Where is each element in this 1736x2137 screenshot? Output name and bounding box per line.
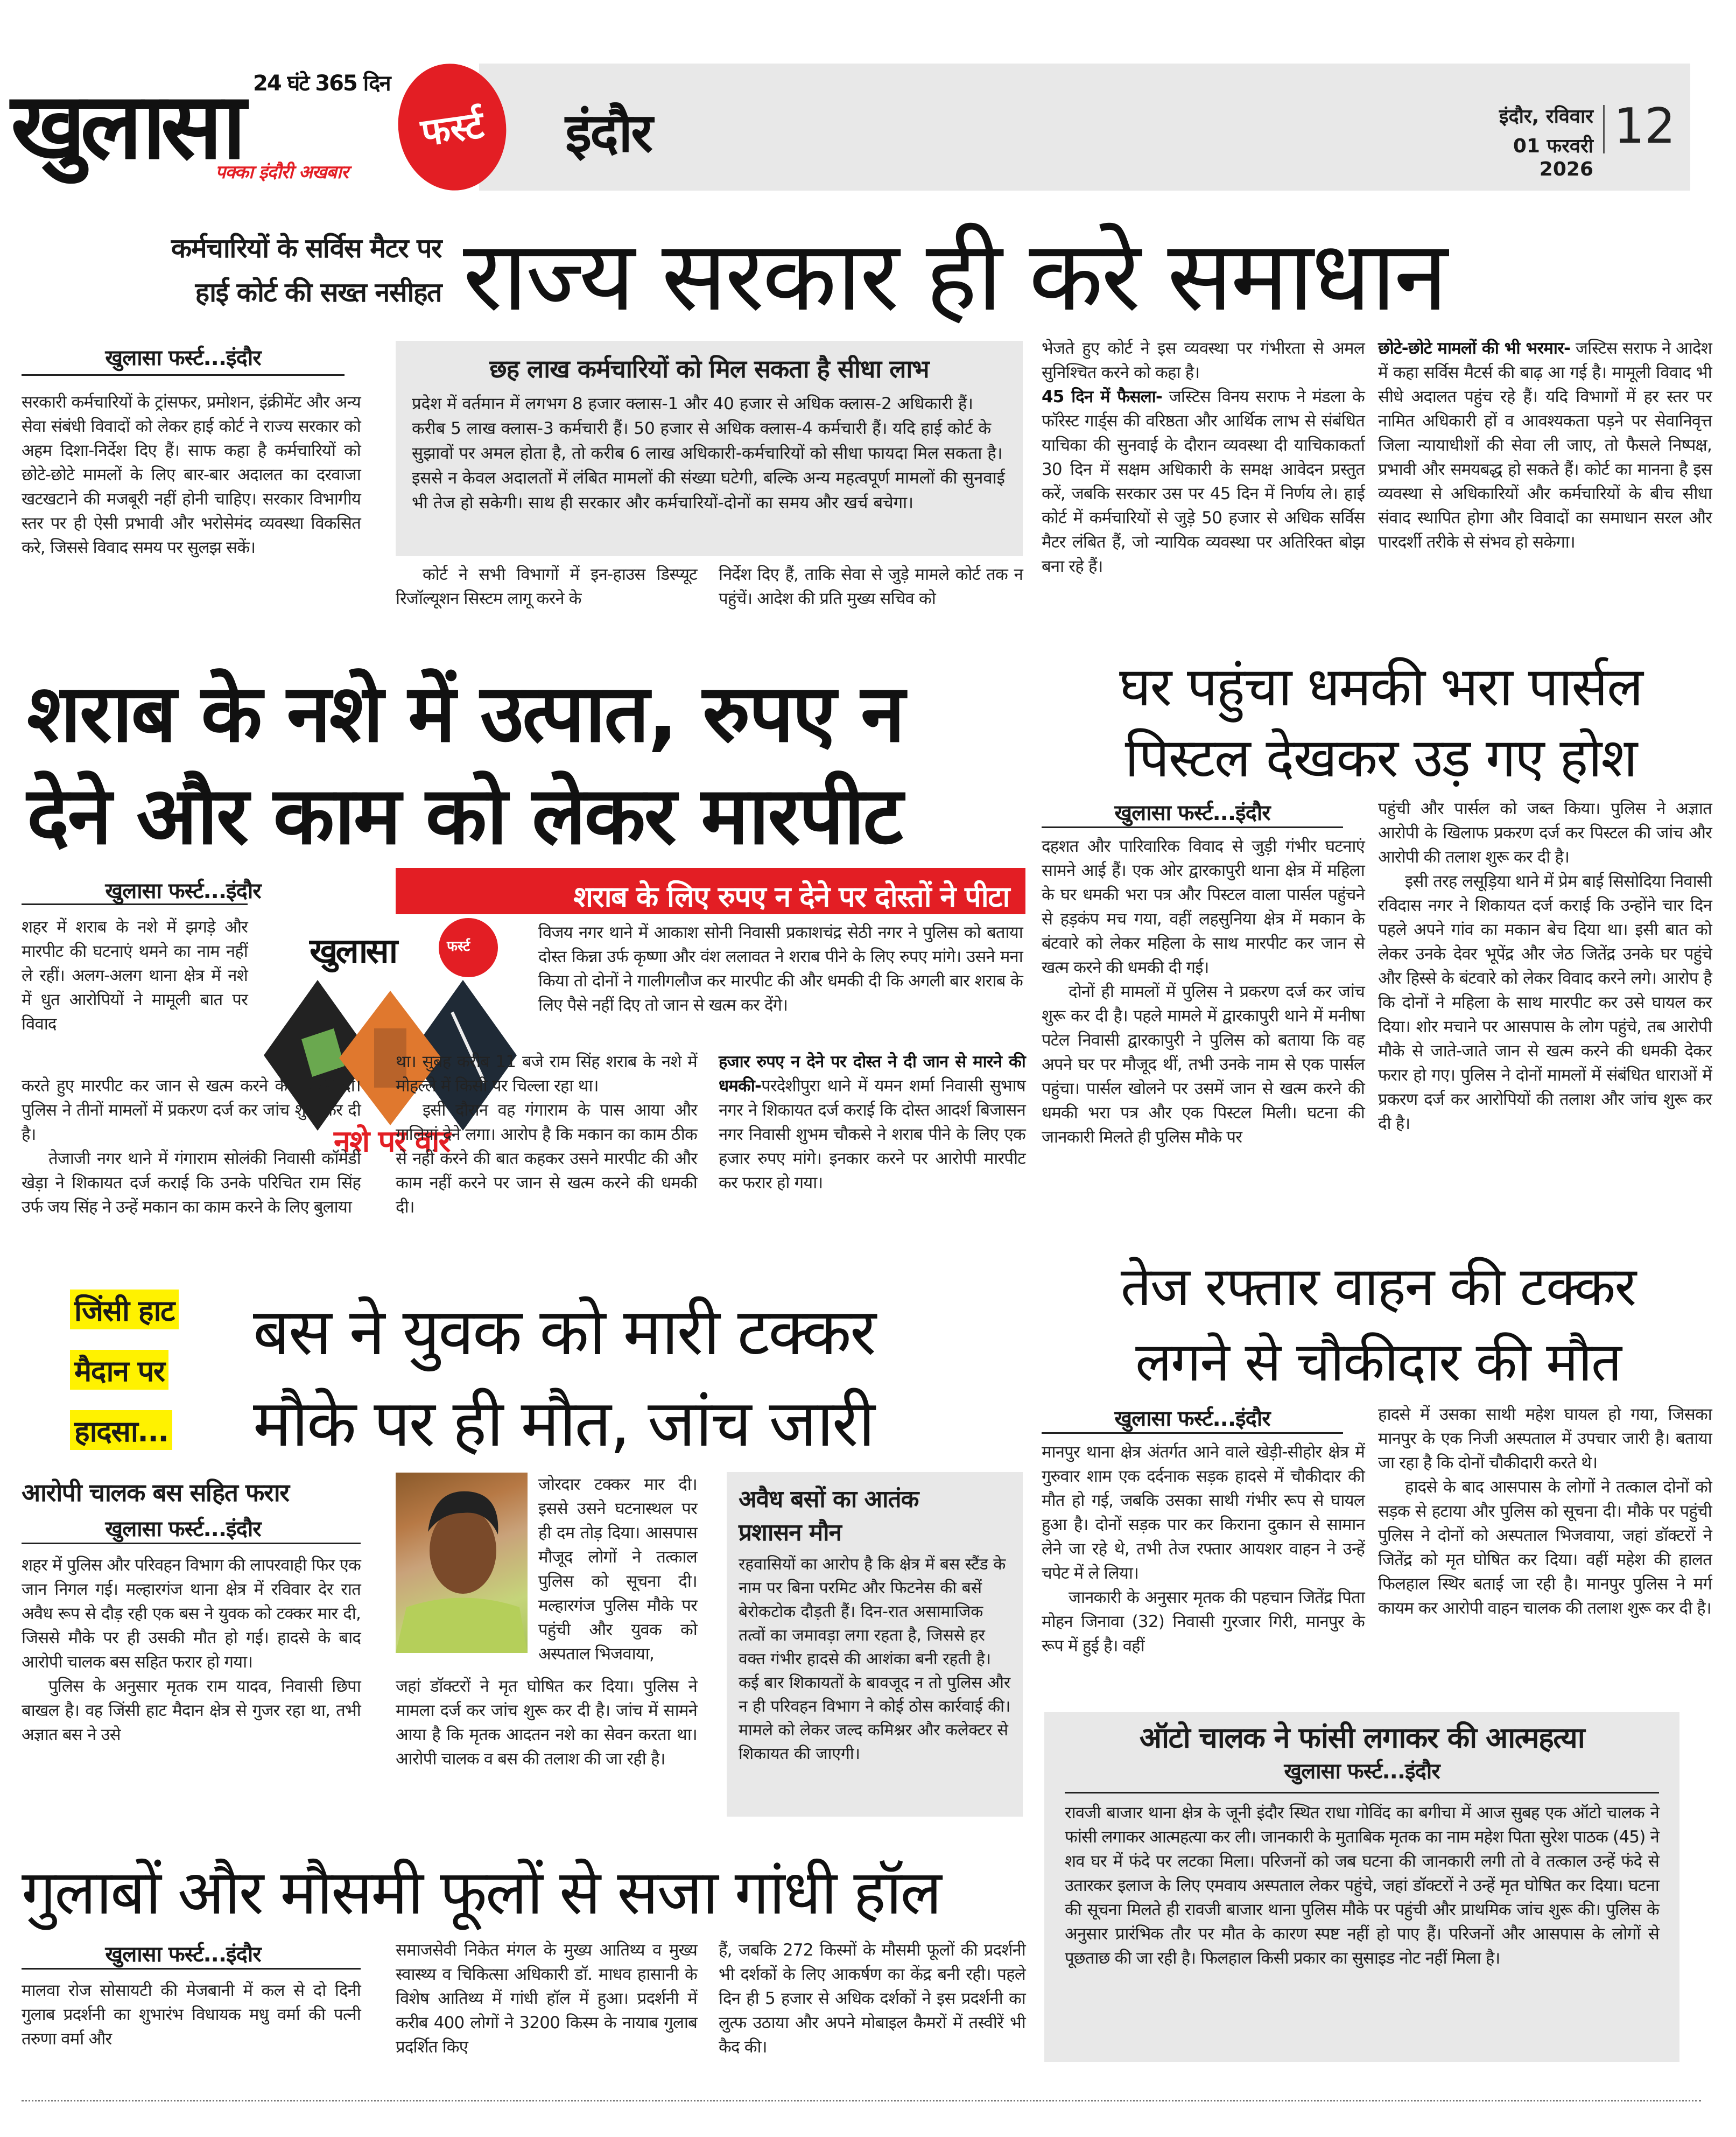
story2-dateline: खुलासा फर्स्ट...इंदौर <box>105 879 261 903</box>
story1-col4-subhead: 45 दिन में फैसला- <box>1042 387 1162 407</box>
story3-col1-dwarkapuri-case: दोनों ही मामलों में पुलिस ने प्रकरण दर्ज कर जांच शुरू कर दी है। पहले मामले में द्वारकापुरी थाने में मनीषा पटेल निवासी द्वारकापुरी ने पुलिस को बताया कि वह अपने घर पर मौजूद थीं, तभी उनके नाम से एक पार्सल पहुंचा। पार्सल खोलने पर उसमें जान से खत्म करने की धमकी भरा पत्र और एक पिस्टल मिली। घटना की जानकारी मिलते ही पुलिस मौके पर <box>1042 982 1365 1147</box>
story2-column-1-top: शहर में शराब के नशे में झगड़े और मारपीट की घटनाएं थमने का नाम नहीं ले रहीं। अलग-अलग थाना क्षेत्र में नशे में धुत आरोपियों ने मामूली बात पर विवाद <box>22 917 248 1034</box>
story7-column-1: मालवा रोज सोसायटी की मेजबानी में कल से दो दिनी गुलाब प्रदर्शनी का शुभारंभ विधायक मधु वर्मा की पत्नी तरुणा वर्मा और <box>22 1981 361 2049</box>
face-shape <box>430 1508 496 1594</box>
drug-campaign-label: नशे पर वार <box>334 1124 450 1159</box>
story2-column-1-bottom <box>22 1074 361 1220</box>
story2-col2-continued: था। सुबह करीब 11 बजे राम सिंह शराब के नशे में मोहल्ले में किसी पर चिल्ला रहा था। <box>396 1052 697 1096</box>
story6-body: रावजी बाजार थाना क्षेत्र के जूनी इंदौर स्थित राधा गोविंद का बगीचा में आज सुबह एक ऑटो चालक ने फांसी लगाकर आत्महत्या कर ली। जानकारी के मुताबिक मृतक का नाम महेश पिता सुरेश पाठक (45) ने शव घर में फंदे पर लटका मिला। परिजनों को जब घटना की जानकारी लगी तो वे तत्काल उन्हें फंदे से उतारकर इलाज के लिए एमवाय अस्पताल लेकर पहुंचे, जहां डॉक्टरों ने उन्हें मृत घोषित कर दिया। घटना की सूचना मिलते ही रावजी बाजार थाना पुलिस मौके पर पहुंची और प्राथमिक जांच शुरू की। पुलिस के अनुसार प्रारंभिक तौर पर मौत के कारण स्पष्ट नहीं हो पाए हैं। परिजनों और आसपास के लोगों से पूछताछ की जा रही है। फिलहाल किसी प्रकार का सुसाइड नोट नहीं मिला है। <box>1065 1803 1659 1968</box>
story4-headline[interactable] <box>253 1287 1017 1470</box>
mini-logo-text: खुलासा <box>310 931 396 971</box>
story1-dateline: खुलासा फर्स्ट...इंदौर <box>105 346 261 370</box>
story2-dateline-rule <box>22 903 248 905</box>
story5-column-2 <box>1378 1403 1712 1621</box>
story2-col1-continued: करते हुए मारपीट कर जान से खत्म करने की धमकी दी। पुलिस ने तीनों मामलों में प्रकरण दर्ज कर जांच शुरू कर दी है। <box>22 1076 361 1144</box>
story1-kicker-line2: हाई कोर्ट की सख्त नसीहत <box>195 277 441 308</box>
story1-column-2: कोर्ट ने सभी विभागों में इन-हाउस डिस्प्यूट रिजॉल्यूशन सिस्टम लागू करने के <box>396 565 697 608</box>
story7-headline[interactable]: गुलाबों और मौसमी फूलों से सजा गांधी हॉल <box>22 1856 940 1928</box>
story1-headline[interactable]: राज्य सरकार ही करे समाधान <box>463 220 1446 333</box>
story3-headline[interactable] <box>1044 651 1717 794</box>
logo-tagline-top: 24 घंटे 365 दिन <box>253 71 390 96</box>
story5-headline[interactable] <box>1042 1249 1714 1400</box>
story2-headline[interactable] <box>27 662 1028 867</box>
story4-subhead: आरोपी चालक बस सहित फरार <box>22 1478 289 1507</box>
story1-kicker-line1: कर्मचारियों के सर्विस मैटर पर <box>171 233 441 264</box>
story4-kicker-line2: मैदान पर <box>70 1350 168 1390</box>
story3-col1-intro: दहशत और पारिवारिक विवाद से जुड़ी गंभीर घटनाएं सामने आई हैं। एक ओर द्वारकापुरी थाना क्षेत्र में महिला के घर धमकी भरा पत्र और पिस्टल वाला पार्सल पहुंचने से हड़कंप मच गया, वहीं लहसुनिया क्षेत्र में मकान के बंटवारे को लेकर महिला के साथ मारपीट कर जान से खत्म करने की धमकी दी गई। <box>1042 837 1365 977</box>
story5-headline-line2: लगने से चौकीदार की मौत <box>1135 1330 1621 1393</box>
story4-col1-victim: पुलिस के अनुसार मृतक राम यादव, निवासी छिपा बाखल है। वह जिंसी हाट मैदान क्षेत्र से गुजर रहा था, तभी अज्ञात बस ने उसे <box>22 1677 361 1744</box>
story2-column-2-bottom <box>396 1050 697 1220</box>
story5-headline-line1: तेज रफ्तार वाहन की टक्कर <box>1120 1255 1636 1318</box>
story5-dateline: खुलासा फर्स्ट...इंदौर <box>1114 1406 1270 1431</box>
story4-column-1 <box>22 1553 361 1747</box>
story3-dateline: खुलासा फर्स्ट...इंदौर <box>1114 801 1270 825</box>
story2-col2-ganga-case: इसी दौरान वह गंगाराम के पास आया और गालियां देने लगा। आरोप है कि मकान का काम ठीक से नहीं करने की बात कहकर उसने मारपीट की और काम नहीं करने पर जान से खत्म करने की धमकी दी। <box>396 1101 697 1217</box>
story4-sidebar-body: रहवासियों का आरोप है कि क्षेत्र में बस स्टैंड के नाम पर बिना परमिट और फिटनेस की बसें बेरोकटोक दौड़ती हैं। दिन-रात असामाजिक तत्वों का जमावड़ा लगा रहता है, जिससे हर वक्त गंभीर हादसे की आशंका बनी रहती है। कई बार शिकायतों के बावजूद न तो पुलिस और न ही परिवहन विभाग ने कोई ठोस कार्रवाई की। मामले को लेकर जल्द कमिश्नर और कलेक्टर से शिकायत की जाएगी। <box>739 1555 1011 1763</box>
story3-column-1 <box>1042 835 1365 1150</box>
logo-tagline-bottom: पक्का इंदौरी अखबार <box>215 162 348 183</box>
mini-logo-badge-text: फर्स्ट <box>447 938 470 955</box>
story3-dateline-rule <box>1042 826 1343 828</box>
story6-dateline-rule <box>1065 1792 1659 1793</box>
shirt-shape <box>396 1598 528 1653</box>
edition-name: इंदौर <box>565 101 651 164</box>
story1-column-5 <box>1378 337 1712 555</box>
story4-col1-intro: शहर में पुलिस और परिवहन विभाग की लापरवाही फिर एक जान निगल गई। मल्हारगंज थाना क्षेत्र में रविवार देर रात अवैध रूप से दौड़ रही एक बस ने युवक को टक्कर मार दी, जिससे मौके पर ही उसकी मौत हो गई। हादसे के बाद आरोपी चालक बस सहित फरार हो गया। <box>22 1556 361 1672</box>
story5-col2-continued: हादसे में उसका साथी महेश घायल हो गया, जिसका मानपुर के एक निजी अस्पताल में उपचार जारी है। बताया जा रहा है कि दोनों चौकीदारी करते थे। <box>1378 1405 1712 1473</box>
story5-col2-aftermath: हादसे के बाद आसपास के लोगों ने तत्काल दोनों को सड़क से हटाया और पुलिस को सूचना दी। मौके पर पहुंची पुलिस ने दोनों को अस्पताल भिजवाया, जहां डॉक्टरों ने जितेंद्र को मृत घोषित कर दिया। वहीं महेश की हालत फिलहाल स्थिर बताई जा रही है। मानपुर पुलिस ने मर्ग कायम कर आरोपी वाहन चालक की तलाश शुरू कर दी है। <box>1378 1477 1712 1618</box>
story1-col5-body: जस्टिस सराफ ने आदेश में कहा सर्विस मैटर्स की बाढ़ आ गई है। मामूली विवाद भी सीधे अदालत पहुंच रहे हैं। यदि विभागों में हर स्तर पर नामित अधिकारी हों व आवश्यकता पड़ने पर सेवानिवृत्त जिला न्यायाधीशों की सेवा ली जाए, तो फैसले निष्पक्ष, प्रभावी और समयबद्ध हो सकते हैं। कोर्ट का मानना है इस व्यवस्था से अधिकारियों और कर्मचारियों के बीच सीधा संवाद स्थापित होगा और विवादों का समाधान सरल और पारदर्शी तरीके से संभव हो सकेगा। <box>1378 339 1712 552</box>
story3-col2-continued: पहुंची और पार्सल को जब्त किया। पुलिस ने अज्ञात आरोपी के खिलाफ प्रकरण दर्ज कर पिस्टल की जांच और आरोपी की तलाश शुरू कर दी है। <box>1378 799 1712 867</box>
story3-col2-lasudia-case: इसी तरह लसूड़िया थाने में प्रेम बाई सिसोदिया निवासी रविदास नगर ने शिकायत दर्ज कराई कि उन्होंने चार दिन पहले अपने गांव का मकान बेच दिया था। इसी बात को लेकर उनके देवर भूपेंद्र और जेठ जितेंद्र उनके घर पहुंचे और हिस्से के बंटवारे को लेकर विवाद करने लगे। आरोप है कि दोनों ने महिला के साथ मारपीट कर उसे घायल कर दिया। शोर मचाने पर आसपास के लोग पहुंचे, तब आरोपी मौके से जाते-जाते जान से खत्म करने की धमकी देकर फरार हो गए। पुलिस ने दोनों मामलों में संबंधित धाराओं में प्रकरण दर्ज कर आरोपियों की तलाश और जांच शुरू कर दी है। <box>1378 872 1712 1133</box>
story2-headline-line2: देने और काम को लेकर मारपीट <box>27 769 902 862</box>
story4-headline-line2: मौके पर ही मौत, जांच जारी <box>253 1386 874 1461</box>
victim-photo <box>396 1473 528 1653</box>
story7-column-2: समाजसेवी निकेत मंगल के मुख्य आतिथ्य व मुख्य स्वास्थ्य व चिकित्सा अधिकारी डॉ. माधव हासानी के विशेष आतिथ्य में गांधी हॉल में हुआ। प्रदर्शनी में करीब 400 लोगों ने 3200 किस्म के नायाब गुलाब प्रदर्शित किए <box>396 1940 697 2057</box>
story4-sidebar-title <box>739 1483 1011 1550</box>
story2-column-3 <box>719 1050 1025 1195</box>
story1-column-3: निर्देश दिए हैं, ताकि सेवा से जुड़े मामले कोर्ट तक न पहुंचें। आदेश की प्रति मुख्य सचिव को <box>719 565 1023 608</box>
page-number-divider <box>1603 105 1605 153</box>
story5-column-1 <box>1042 1440 1365 1658</box>
story4-sidebar-title-line2: प्रशासन मौन <box>739 1519 841 1546</box>
story4-dateline: खुलासा फर्स्ट...इंदौर <box>105 1517 261 1542</box>
story2-col3-subhead: हजार रुपए न देने पर दोस्त ने दी जान से मारने की धमकी- <box>719 1052 1025 1096</box>
logo-badge-text: फर्स्ट <box>418 102 487 155</box>
story2-red-banner: शराब के लिए रुपए न देने पर दोस्तों ने पीटा <box>396 868 1025 914</box>
story7-dateline-rule <box>22 1968 361 1970</box>
newspaper-logo[interactable]: खुलासा <box>11 73 241 180</box>
story4-headline-line1: बस ने युवक को मारी टक्कर <box>253 1295 875 1370</box>
story4-column-2-top: जोरदार टक्कर मार दी। इससे उसने घटनास्थल पर ही दम तोड़ दिया। आसपास मौजूद लोगों ने तत्काल पुलिस को सूचना दी। मल्हारगंज पुलिस मौके पर पहुंची और युवक को अस्पताल भिजवाया, <box>538 1475 697 1664</box>
victim-portrait <box>396 1473 528 1653</box>
story4-dateline-rule <box>22 1543 361 1544</box>
story4-kicker <box>70 1290 231 1470</box>
story1-col4-paragraph <box>1042 385 1365 579</box>
page-number: 12 <box>1614 98 1676 155</box>
story1-col4-lead: भेजते हुए कोर्ट ने इस व्यवस्था पर गंभीरता से अमल सुनिश्चित करने को कहा है। <box>1042 339 1365 382</box>
story6-box <box>1044 1712 1679 2062</box>
story1-col4-body: जस्टिस विनय सराफ ने मंडला के फॉरेस्ट गार्ड्स की वरिष्ठता और आर्थिक लाभ से संबंधित याचिका की सुनवाई के दौरान व्यवस्था दी याचिकाकर्ता 30 दिन में सक्षम अधिकारी के समक्ष आवेदन प्रस्तुत करें, जबकि सरकार उस पर 45 दिन में निर्णय ले। हाई कोर्ट में कर्मचारियों से जुड़े 50 हजार से अधिक सर्विस मैटर लंबित हैं, जो न्यायिक व्यवस्था पर अतिरिक्त बोझ बना रहे हैं। <box>1042 387 1365 576</box>
story1-column-1: सरकारी कर्मचारियों के ट्रांसफर, प्रमोशन, इंक्रीमेंट और अन्य सेवा संबंधी विवादों को लेकर हाई कोर्ट ने राज्य सरकार को अहम दिशा-निर्देश दिए हैं। साफ कहा है कर्मचारियों को छोटे-छोटे मामलों के लिए बार-बार अदालत का दरवाजा खटखटाने की मजबूरी नहीं होनी चाहिए। सरकार विभागीय स्तर पर ही ऐसी प्रभावी और भरोसेमंद व्यवस्था विकसित करे, जिससे विवाद समय पर सुलझ सकें। <box>22 393 361 557</box>
story4-kicker-line3: हादसा... <box>70 1410 172 1450</box>
story2-headline-line1: शराब के नशे में उत्पात, रुपए न <box>27 667 904 760</box>
story2-col3-body: परदेशीपुरा थाने में यमन शर्मा निवासी सुभाष नगर ने शिकायत दर्ज कराई कि दोस्त आदर्श बिजासन नगर निवासी शुभम चौकसे ने शराब पीने के लिए एक हजार रुपए मांगे। इनकार करने पर आरोपी मारपीट कर फरार हो गया। <box>719 1076 1025 1193</box>
story4-kicker-line1: जिंसी हाट <box>70 1290 179 1329</box>
story3-headline-line1: घर पहुंचा धमकी भरा पार्सल <box>1119 655 1642 718</box>
story3-headline-line2: पिस्टल देखकर उड़ गए होश <box>1124 726 1637 789</box>
story1-sidebar-box <box>396 341 1023 556</box>
story4-column-2-bottom: जहां डॉक्टरों ने मृत घोषित कर दिया। पुलिस ने मामला दर्ज कर जांच शुरू कर दी है। जांच में सामने आया है कि मृतक आदतन नशे का सेवन करता था। आरोपी चालक व बस की तलाश की जा रही है। <box>396 1677 697 1769</box>
story1-kicker <box>22 226 441 314</box>
story1-sidebar-body: प्रदेश में वर्तमान में लगभग 8 हजार क्लास-1 और 40 हजार से अधिक क्लास-2 अधिकारी हैं। करीब 5 लाख क्लास-3 कर्मचारी हैं। 50 हजार से अधिक क्लास-4 कर्मचारी हैं। यदि हाई कोर्ट के सुझावों पर अमल होता है, तो करीब 6 लाख अधिकारी-कर्मचारियों को सीधा फायदा मिल सकता है। इससे न केवल अदालतों में लंबित मामलों की संख्या घटेगी, बल्कि अन्य महत्वपूर्ण मामलों की सुनवाई भी तेज हो सकेगी। साथ ही सरकार और कर्मचारियों-दोनों का समय और खर्च बचेगा। <box>412 394 1005 513</box>
story1-column-4 <box>1042 337 1365 579</box>
page-bottom-rule <box>22 2100 1701 2101</box>
story6-headline[interactable]: ऑटो चालक ने फांसी लगाकर की आत्महत्या <box>1139 1721 1585 1755</box>
story1-col5-subhead: छोटे-छोटे मामलों की भी भरमार- <box>1378 339 1571 358</box>
story1-dateline-rule <box>22 374 345 376</box>
story5-col1-identity: जानकारी के अनुसार मृतक की पहचान जितेंद्र पिता मोहन जिनावा (32) निवासी गुरजार गिरी, मानपुर के रूप में हुई है। वहीं <box>1042 1588 1365 1656</box>
story1-sidebar-title: छह लाख कर्मचारियों को मिल सकता है सीधा लाभ <box>489 354 929 383</box>
story5-col1-intro: मानपुर थाना क्षेत्र अंतर्गत आने वाले खेड़ी-सीहोर क्षेत्र में गुरुवार शाम एक दर्दनाक सड़क हादसे में चौकीदार की मौत हो गई, जबकि उसका साथी गंभीर रूप से घायल हुआ है। दोनों सड़क पार कर किराना दुकान से सामान लेने जा रहे थे, तभी तेज रफ्तार आयशर वाहन ने उन्हें चपेट में ले लिया। <box>1042 1442 1365 1583</box>
issue-day: इंदौर, रविवार <box>1499 106 1593 128</box>
story4-sidebar-title-line1: अवैध बसों का आतंक <box>739 1486 919 1513</box>
story3-column-2 <box>1378 797 1712 1136</box>
story2-col1-tejaji-case: तेजाजी नगर थाने में गंगाराम सोलंकी निवासी कॉमेडी खेड़ा ने शिकायत दर्ज कराई कि उनके परिचित राम सिंह उर्फ जय सिंह ने उन्हें मकान का काम करने के लिए बुलाया <box>22 1149 361 1217</box>
story7-dateline: खुलासा फर्स्ट...इंदौर <box>105 1942 261 1967</box>
story7-column-3: हैं, जबकि 272 किस्मों के मौसमी फूलों की प्रदर्शनी भी दर्शकों के लिए आकर्षण का केंद्र बनी रही। पहले दिन ही 5 हजार से अधिक दर्शकों ने इस प्रदर्शनी का लुत्फ उठाया और अपने मोबाइल कैमरों में तस्वीरें भी कैद की। <box>719 1940 1025 2057</box>
story5-dateline-rule <box>1042 1432 1343 1434</box>
story6-dateline: खुलासा फर्स्ट...इंदौर <box>1284 1759 1440 1784</box>
story2-column-2-top: विजय नगर थाने में आकाश सोनी निवासी प्रकाशचंद्र सेठी नगर ने पुलिस को बताया दोस्त किन्ना उर्फ कृष्णा और वंश ललावत ने शराब पीने के लिए रुपए मांगे। उसने मना किया तो दोनों ने गालीगलौज कर मारपीट की और धमकी दी कि अगली बार शराब के लिए पैसे नहीं दिए तो जान से खत्म कर देंगे। <box>538 923 1023 1015</box>
issue-date: 01 फरवरी 2026 <box>1513 135 1593 180</box>
story4-sidebar-box <box>727 1472 1023 1817</box>
